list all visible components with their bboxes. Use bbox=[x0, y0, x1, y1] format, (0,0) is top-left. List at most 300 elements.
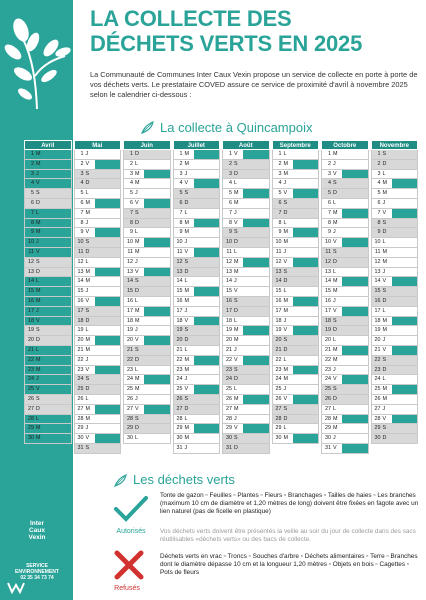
weekday-letter: S bbox=[135, 415, 139, 422]
day-row bbox=[173, 189, 221, 199]
day-row bbox=[123, 238, 171, 248]
day-number: 14 bbox=[77, 278, 84, 285]
day-number: 14 bbox=[176, 278, 183, 285]
day-row bbox=[123, 385, 171, 395]
day-row bbox=[272, 238, 320, 248]
collection-cell bbox=[293, 170, 319, 179]
collection-cell bbox=[293, 326, 319, 335]
day-row bbox=[222, 209, 270, 219]
weekday-letter: L bbox=[135, 366, 138, 373]
collection-cell bbox=[243, 307, 269, 316]
day-number: 13 bbox=[127, 268, 133, 275]
day-number: 17 bbox=[77, 307, 84, 314]
day-row bbox=[74, 258, 122, 268]
day-number: 30 bbox=[374, 435, 381, 442]
collection-cell bbox=[342, 375, 368, 384]
day-number: 4 bbox=[377, 180, 381, 187]
day-row bbox=[24, 395, 72, 405]
day-row bbox=[321, 356, 369, 366]
collection-cell bbox=[194, 356, 220, 365]
day-number: 26 bbox=[374, 395, 381, 402]
weekday-letter: M bbox=[283, 297, 288, 304]
weekday-letter: M bbox=[184, 297, 189, 304]
day-row bbox=[173, 405, 221, 415]
day-row bbox=[222, 444, 270, 454]
day-row bbox=[371, 385, 419, 395]
collection-cell bbox=[293, 287, 319, 296]
weekday-letter: V bbox=[283, 258, 288, 265]
day-row bbox=[371, 179, 419, 189]
collection-cell bbox=[144, 405, 170, 414]
authorised-text: Tonte de gazon ▫ Feuilles ▫ Plantes ▫ Fleurs ▫ Branchages ▫ Tailles de haies ▫ Les branches (maximum 10 cm de diamètre et 1,20 mètres de long) doivent être fixées en fagote avec un lien naturel (pas de ficelle en plastique) bbox=[160, 492, 419, 516]
day-number: 22 bbox=[374, 356, 381, 363]
day-number: 19 bbox=[325, 327, 331, 334]
day-row bbox=[123, 209, 171, 219]
day-row bbox=[123, 228, 171, 238]
day-row bbox=[272, 199, 320, 209]
day-row bbox=[222, 326, 270, 336]
collection-cell bbox=[194, 375, 220, 384]
collection-cell bbox=[194, 248, 220, 257]
weekday-letter: J bbox=[382, 337, 386, 344]
day-row bbox=[321, 395, 369, 405]
weekday-letter: L bbox=[36, 346, 39, 353]
collection-cell bbox=[144, 189, 170, 198]
day-row bbox=[272, 366, 320, 376]
day-row bbox=[371, 375, 419, 385]
weekday-letter: V bbox=[36, 386, 40, 393]
day-number: 11 bbox=[374, 248, 381, 255]
day-number: 24 bbox=[275, 376, 282, 383]
collection-cell bbox=[194, 317, 220, 326]
collection-cell bbox=[293, 336, 319, 345]
collection-cell bbox=[194, 170, 220, 179]
day-row bbox=[173, 150, 221, 160]
day-number: 17 bbox=[226, 307, 232, 314]
weekday-letter: L bbox=[382, 170, 386, 177]
day-row bbox=[272, 258, 320, 268]
day-number: 1 bbox=[80, 151, 84, 157]
refused-label: Refusés bbox=[114, 585, 140, 592]
weekday-letter: L bbox=[85, 258, 89, 265]
day-number: 17 bbox=[176, 307, 183, 314]
day-number: 28 bbox=[176, 415, 183, 422]
day-number: 28 bbox=[28, 415, 34, 422]
day-row bbox=[272, 395, 320, 405]
month-header: Avril bbox=[24, 140, 72, 150]
day-row bbox=[321, 317, 369, 327]
day-row bbox=[371, 189, 419, 199]
weekday-letter: S bbox=[36, 395, 40, 402]
weekday-letter: L bbox=[283, 219, 287, 226]
collection-cell bbox=[392, 415, 418, 424]
collection-cell bbox=[243, 424, 269, 433]
weekday-letter: S bbox=[184, 190, 189, 197]
collection-cell bbox=[392, 150, 418, 159]
weekday-letter: J bbox=[135, 395, 138, 402]
collection-cell bbox=[144, 209, 170, 218]
collection-cell bbox=[144, 336, 170, 345]
collection-cell bbox=[293, 189, 319, 198]
day-row bbox=[371, 395, 419, 405]
day-row bbox=[272, 287, 320, 297]
collection-cell bbox=[95, 219, 121, 228]
collection-cell bbox=[392, 258, 418, 267]
month-header: Octobre bbox=[321, 140, 369, 150]
weekday-letter: V bbox=[234, 288, 238, 295]
intro-text: La Communauté de Communes Inter Caux Vexin propose un service de collecte en porte à porte de vos déchets verts. Le prestataire COVED assure ce service de proximité d'avril à novembre 2025 selon le calendrier ci-dessous : bbox=[90, 70, 418, 99]
weekday-letter: M bbox=[184, 151, 189, 157]
day-row bbox=[74, 287, 122, 297]
weekday-letter: M bbox=[333, 209, 338, 216]
day-row bbox=[123, 356, 171, 366]
collection-cell bbox=[194, 434, 220, 443]
day-row bbox=[272, 375, 320, 385]
collection-cell bbox=[194, 189, 220, 198]
weekday-letter: V bbox=[333, 376, 337, 383]
collection-cell bbox=[45, 317, 71, 326]
weekday-letter: L bbox=[333, 405, 336, 412]
day-number: 10 bbox=[77, 239, 84, 246]
weekday-letter: M bbox=[135, 170, 140, 177]
weekday-letter: M bbox=[382, 180, 387, 187]
day-number: 20 bbox=[325, 337, 331, 344]
weekday-letter: V bbox=[333, 170, 337, 177]
day-number: 16 bbox=[176, 297, 183, 304]
weekday-letter: D bbox=[184, 199, 189, 206]
weekday-letter: S bbox=[36, 327, 40, 334]
collection-cell bbox=[392, 405, 418, 414]
weekday-letter: S bbox=[382, 425, 387, 432]
collection-cell bbox=[144, 277, 170, 286]
collection-cell bbox=[194, 238, 220, 247]
day-number: 30 bbox=[77, 435, 84, 442]
day-row bbox=[123, 277, 171, 287]
day-row bbox=[74, 307, 122, 317]
day-number: 8 bbox=[179, 219, 183, 226]
day-number: 28 bbox=[226, 415, 232, 422]
weekday-letter: M bbox=[234, 337, 239, 344]
weekday-letter: M bbox=[36, 425, 41, 432]
day-row bbox=[272, 248, 320, 258]
day-number: 15 bbox=[325, 288, 331, 295]
weekday-letter: S bbox=[85, 170, 90, 177]
weekday-letter: D bbox=[234, 170, 238, 177]
day-row bbox=[272, 219, 320, 229]
day-number: 5 bbox=[377, 190, 381, 197]
collection-cell bbox=[194, 307, 220, 316]
weekday-letter: M bbox=[333, 278, 338, 285]
collection-cell bbox=[293, 307, 319, 316]
day-number: 6 bbox=[130, 199, 133, 206]
weekday-letter: L bbox=[184, 415, 188, 422]
day-number: 28 bbox=[77, 415, 84, 422]
day-row bbox=[222, 317, 270, 327]
day-number: 24 bbox=[226, 376, 232, 383]
collection-cell bbox=[95, 150, 121, 159]
collection-cell bbox=[392, 199, 418, 208]
day-row bbox=[173, 395, 221, 405]
weekday-letter: M bbox=[234, 268, 239, 275]
day-number: 1 bbox=[130, 151, 133, 157]
collection-cell bbox=[293, 415, 319, 424]
weekday-letter: J bbox=[234, 209, 237, 216]
weekday-letter: M bbox=[135, 317, 140, 324]
collection-cell bbox=[392, 375, 418, 384]
day-row bbox=[74, 277, 122, 287]
collection-cell bbox=[293, 356, 319, 365]
day-number: 10 bbox=[374, 239, 381, 246]
day-row bbox=[222, 277, 270, 287]
day-number: 13 bbox=[226, 268, 232, 275]
collection-cell bbox=[95, 307, 121, 316]
day-number: 23 bbox=[176, 366, 183, 373]
day-row bbox=[173, 277, 221, 287]
collection-cell bbox=[95, 366, 121, 375]
day-row bbox=[371, 356, 419, 366]
day-row bbox=[222, 346, 270, 356]
collection-cell bbox=[243, 150, 269, 159]
weekday-letter: L bbox=[382, 376, 386, 383]
day-row bbox=[222, 179, 270, 189]
day-number: 10 bbox=[176, 239, 183, 246]
month-column bbox=[371, 140, 419, 454]
collection-cell bbox=[243, 209, 269, 218]
leaf-icon bbox=[113, 473, 127, 487]
cross-icon bbox=[114, 550, 144, 580]
weekday-letter: M bbox=[36, 366, 41, 373]
collection-cell bbox=[144, 170, 170, 179]
day-number: 3 bbox=[328, 170, 331, 177]
day-number: 20 bbox=[127, 337, 133, 344]
collection-cell bbox=[95, 258, 121, 267]
collection-cell bbox=[95, 424, 121, 433]
collection-cell bbox=[243, 444, 269, 453]
collection-cell bbox=[392, 336, 418, 345]
brand-name: Inter Caux Vexin bbox=[28, 520, 46, 541]
day-row bbox=[173, 297, 221, 307]
day-row bbox=[74, 444, 122, 454]
collection-cell bbox=[342, 424, 368, 433]
day-number: 16 bbox=[77, 297, 84, 304]
collection-cell bbox=[45, 385, 71, 394]
collection-cell bbox=[95, 444, 121, 453]
weekday-letter: M bbox=[184, 425, 189, 432]
day-row bbox=[24, 375, 72, 385]
day-number: 2 bbox=[278, 160, 282, 167]
collection-cell bbox=[194, 268, 220, 277]
weekday-letter: V bbox=[333, 307, 337, 314]
weekday-letter: V bbox=[382, 209, 387, 216]
collection-cell bbox=[144, 219, 170, 228]
weekday-letter: L bbox=[234, 317, 237, 324]
day-row bbox=[321, 297, 369, 307]
collection-cell bbox=[243, 395, 269, 404]
collection-cell bbox=[342, 268, 368, 277]
day-number: 25 bbox=[77, 386, 84, 393]
weekday-letter: D bbox=[234, 376, 238, 383]
day-row bbox=[371, 199, 419, 209]
day-number: 3 bbox=[377, 170, 381, 177]
weekday-letter: D bbox=[234, 239, 238, 246]
weekday-letter: J bbox=[135, 190, 138, 197]
collection-cell bbox=[342, 248, 368, 257]
day-number: 15 bbox=[127, 288, 133, 295]
weekday-letter: J bbox=[36, 307, 39, 314]
day-row bbox=[321, 219, 369, 229]
day-number: 7 bbox=[31, 209, 34, 216]
weekday-letter: J bbox=[36, 376, 39, 383]
weekday-letter: M bbox=[135, 386, 140, 393]
weekday-letter: S bbox=[234, 229, 238, 236]
day-row bbox=[173, 219, 221, 229]
collection-cell bbox=[144, 375, 170, 384]
month-header: Juin bbox=[123, 140, 171, 150]
day-row bbox=[173, 238, 221, 248]
day-number: 25 bbox=[127, 386, 133, 393]
day-number: 8 bbox=[278, 219, 282, 226]
day-number: 30 bbox=[176, 435, 183, 442]
day-row bbox=[24, 415, 72, 425]
weekday-letter: L bbox=[85, 327, 89, 334]
weekday-letter: S bbox=[382, 288, 387, 295]
day-row bbox=[173, 424, 221, 434]
day-number: 26 bbox=[28, 395, 34, 402]
day-number: 26 bbox=[275, 395, 282, 402]
day-row bbox=[321, 326, 369, 336]
day-row bbox=[24, 297, 72, 307]
collection-cell bbox=[342, 444, 368, 453]
day-row bbox=[272, 424, 320, 434]
day-number: 8 bbox=[130, 219, 133, 226]
day-row bbox=[371, 150, 419, 160]
collection-cell bbox=[243, 160, 269, 169]
weekday-letter: D bbox=[382, 297, 387, 304]
weekday-letter: V bbox=[184, 180, 189, 187]
day-number: 26 bbox=[127, 395, 133, 402]
weekday-letter: S bbox=[234, 160, 238, 167]
weekday-letter: J bbox=[333, 297, 336, 304]
day-row bbox=[371, 346, 419, 356]
day-row bbox=[272, 277, 320, 287]
day-number: 12 bbox=[275, 258, 282, 265]
day-number: 29 bbox=[77, 425, 84, 432]
day-number: 12 bbox=[28, 258, 34, 265]
month-column bbox=[173, 140, 221, 454]
collection-cell bbox=[243, 356, 269, 365]
day-number: 6 bbox=[80, 199, 84, 206]
day-row bbox=[123, 179, 171, 189]
weekday-letter: M bbox=[382, 327, 387, 334]
collection-cell bbox=[392, 248, 418, 257]
collection-cell bbox=[392, 160, 418, 169]
day-row bbox=[321, 287, 369, 297]
day-row bbox=[74, 248, 122, 258]
day-row bbox=[222, 424, 270, 434]
weekday-letter: M bbox=[135, 180, 140, 187]
day-row bbox=[24, 160, 72, 170]
weekday-letter: D bbox=[184, 405, 189, 412]
day-number: 7 bbox=[179, 209, 183, 216]
collection-cell bbox=[144, 228, 170, 237]
collection-cell bbox=[392, 385, 418, 394]
collection-cell bbox=[392, 277, 418, 286]
day-number: 2 bbox=[130, 160, 133, 167]
day-number: 23 bbox=[127, 366, 133, 373]
day-number: 22 bbox=[325, 356, 331, 363]
day-number: 4 bbox=[278, 180, 282, 187]
collection-cell bbox=[45, 170, 71, 179]
day-number: 7 bbox=[278, 209, 282, 216]
calendar-title: La collecte à Quincampoix bbox=[160, 120, 313, 135]
day-number: 11 bbox=[28, 248, 34, 255]
weekday-letter: J bbox=[184, 376, 188, 383]
weekday-letter: L bbox=[234, 180, 237, 187]
weekday-letter: J bbox=[85, 151, 89, 157]
collection-cell bbox=[293, 238, 319, 247]
month-column bbox=[321, 140, 369, 454]
day-number: 21 bbox=[374, 346, 381, 353]
weekday-letter: L bbox=[184, 346, 188, 353]
day-row bbox=[24, 219, 72, 229]
weekday-letter: V bbox=[234, 356, 238, 363]
day-number: 14 bbox=[28, 278, 34, 285]
day-row bbox=[173, 385, 221, 395]
collection-cell bbox=[95, 160, 121, 169]
day-row bbox=[272, 434, 320, 444]
day-number: 19 bbox=[374, 327, 381, 334]
day-number: 25 bbox=[226, 386, 232, 393]
day-row bbox=[272, 336, 320, 346]
weekday-letter: M bbox=[333, 288, 338, 295]
weekday-letter: S bbox=[283, 405, 288, 412]
day-number: 28 bbox=[374, 415, 381, 422]
day-number: 26 bbox=[176, 395, 183, 402]
day-row bbox=[123, 170, 171, 180]
collection-cell bbox=[342, 277, 368, 286]
weekday-letter: M bbox=[333, 151, 338, 157]
collection-cell bbox=[342, 179, 368, 188]
day-number: 5 bbox=[328, 190, 331, 197]
collection-cell bbox=[194, 346, 220, 355]
day-number: 23 bbox=[374, 366, 381, 373]
day-row bbox=[371, 268, 419, 278]
day-number: 17 bbox=[374, 307, 381, 314]
collection-cell bbox=[194, 209, 220, 218]
weekday-letter: D bbox=[382, 229, 387, 236]
collection-cell bbox=[45, 219, 71, 228]
day-number: 1 bbox=[179, 151, 183, 157]
collection-cell bbox=[95, 326, 121, 335]
collection-cell bbox=[293, 424, 319, 433]
day-number: 11 bbox=[127, 248, 133, 255]
day-number: 3 bbox=[80, 170, 84, 177]
day-row bbox=[74, 375, 122, 385]
day-number: 8 bbox=[80, 219, 84, 226]
collection-cell bbox=[243, 238, 269, 247]
day-row bbox=[272, 170, 320, 180]
weekday-letter: M bbox=[283, 170, 288, 177]
collection-cell bbox=[45, 424, 71, 433]
day-row bbox=[321, 375, 369, 385]
day-row bbox=[24, 434, 72, 444]
day-row bbox=[321, 238, 369, 248]
refused-text: Déchets verts en vrac ▫ Troncs ▫ Souches d'arbre ▫ Déchets alimentaires ▫ Terre ▫ Branches dont le diamètre dépasse 10 cm et la longueur 1,20 mètres ▫ Objets en bois ▫ Cagettes ▫ Pots de fleurs bbox=[160, 553, 418, 577]
day-number: 10 bbox=[28, 239, 34, 246]
day-row bbox=[24, 405, 72, 415]
day-number: 19 bbox=[226, 327, 232, 334]
weekday-letter: V bbox=[85, 229, 90, 236]
